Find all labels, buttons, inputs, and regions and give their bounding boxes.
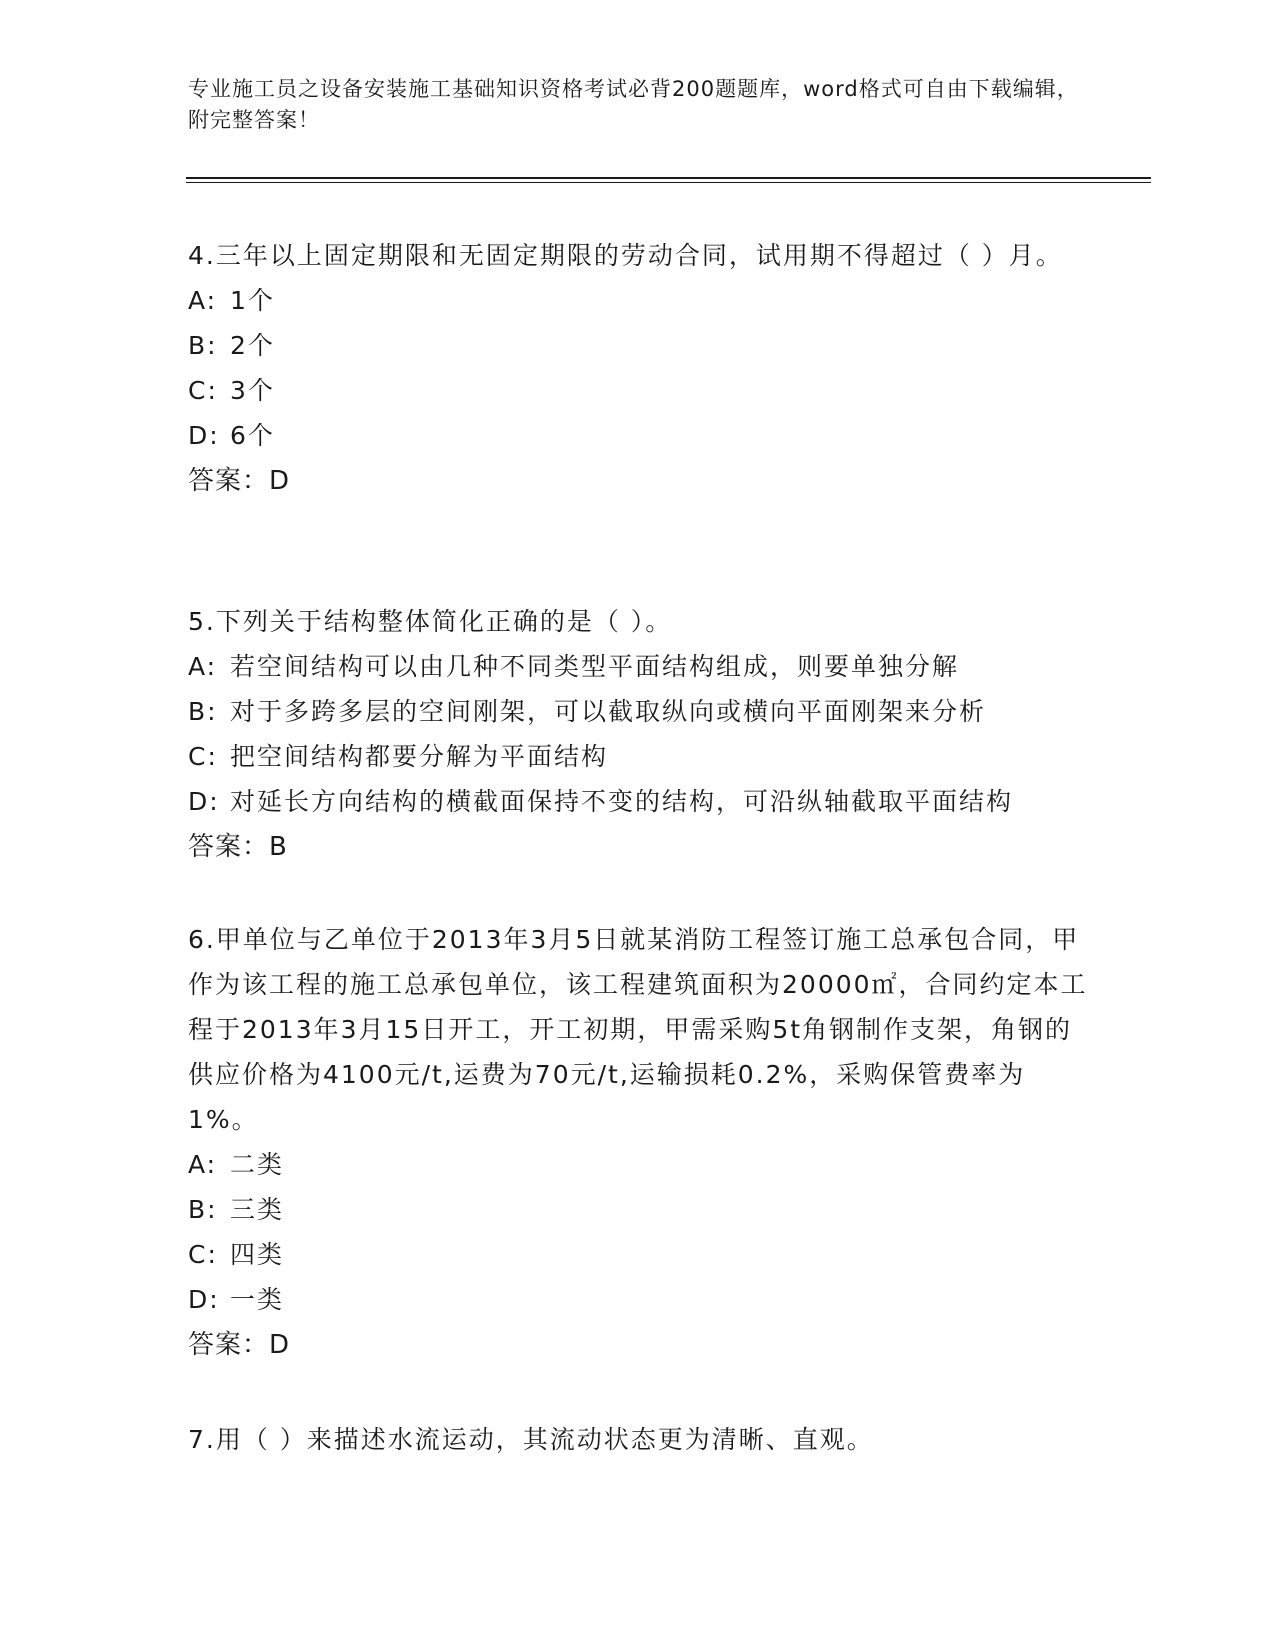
option-d — [188, 1277, 1088, 1322]
answer-line: 答案：D — [188, 1330, 291, 1360]
option-text: 3个 — [230, 376, 275, 405]
option-a — [188, 1142, 1088, 1187]
option-text: 6个 — [230, 421, 275, 450]
option-c — [188, 734, 1088, 779]
option-letter: D: — [188, 421, 220, 450]
option-letter: C: — [188, 376, 218, 405]
question-7 — [188, 1417, 1088, 1462]
option-b — [188, 323, 1088, 368]
question-stem: 4.三年以上固定期限和无固定期限的劳动合同，试用期不得超过（ ）月。 — [188, 241, 1063, 270]
option-letter: A: — [188, 286, 218, 315]
option-d — [188, 413, 1088, 458]
answer-line: 答案：B — [188, 832, 288, 862]
option-text: 对于多跨多层的空间刚架，可以截取纵向或横向平面刚架来分析 — [230, 697, 987, 726]
question-6 — [188, 917, 1088, 1368]
option-text: 四类 — [230, 1240, 285, 1269]
option-b — [188, 689, 1088, 734]
option-letter: D: — [188, 787, 220, 816]
document-header: 专业施工员之设备安装施工基础知识资格考试必背200题题库，word格式可自由下载编辑，附完整答案！ — [188, 77, 1079, 132]
header-divider-thin — [186, 182, 1151, 183]
option-d — [188, 779, 1088, 824]
option-c — [188, 368, 1088, 413]
option-a — [188, 644, 1088, 689]
header-divider-thick — [186, 177, 1151, 179]
question-5 — [188, 599, 1088, 870]
option-letter: B: — [188, 1195, 218, 1224]
question-4 — [188, 233, 1088, 504]
answer-line: 答案：D — [188, 466, 291, 496]
question-stem: 6.甲单位与乙单位于2013年3月5日就某消防工程签订施工总承包合同，甲作为该工程的施工总承包单位，该工程建筑面积为20000㎡，合同约定本工程于2013年3月15日开工，开工初期，甲需采购5t角钢制作支架，角钢的供应价格为4100元/t,运费为70元/t,运输损耗0.2%，采购保管费率为1%。 — [188, 925, 1088, 1134]
option-a — [188, 278, 1088, 323]
option-text: 三类 — [230, 1195, 285, 1224]
option-text: 二类 — [230, 1150, 285, 1179]
option-letter: C: — [188, 742, 218, 771]
option-letter: B: — [188, 331, 218, 360]
option-letter: D: — [188, 1285, 220, 1314]
question-stem: 5.下列关于结构整体简化正确的是（ ）。 — [188, 607, 673, 636]
option-letter: A: — [188, 652, 218, 681]
option-text: 把空间结构都要分解为平面结构 — [230, 742, 609, 771]
option-b — [188, 1187, 1088, 1232]
option-text: 1个 — [230, 286, 275, 315]
option-letter: B: — [188, 697, 218, 726]
option-letter: A: — [188, 1150, 218, 1179]
option-c — [188, 1232, 1088, 1277]
question-stem: 7.用（ ）来描述水流运动，其流动状态更为清晰、直观。 — [188, 1425, 874, 1454]
option-text: 若空间结构可以由几种不同类型平面结构组成，则要单独分解 — [230, 652, 960, 681]
option-text: 2个 — [230, 331, 275, 360]
option-text: 一类 — [230, 1285, 285, 1314]
option-text: 对延长方向结构的横截面保持不变的结构，可沿纵轴截取平面结构 — [230, 787, 1014, 816]
option-letter: C: — [188, 1240, 218, 1269]
